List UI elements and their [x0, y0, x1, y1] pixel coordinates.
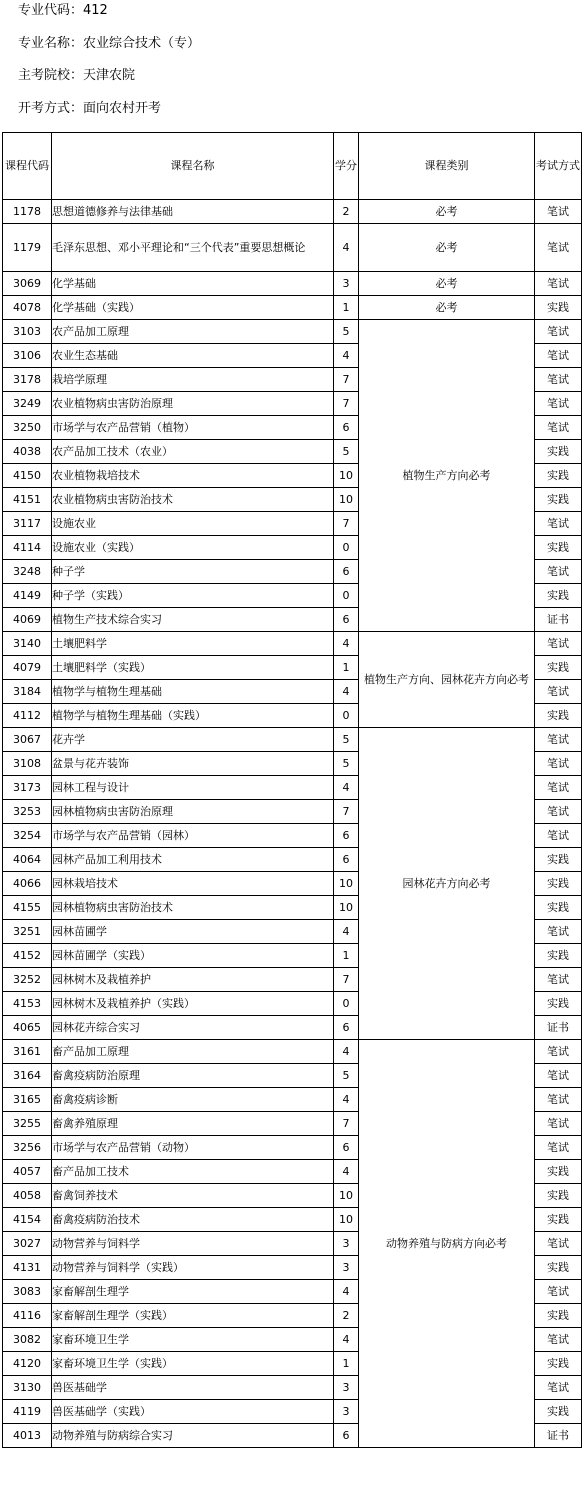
course-code-cell: 4152 — [3, 944, 52, 968]
exam-mode-cell: 笔试 — [535, 560, 582, 584]
exam-mode-cell: 笔试 — [535, 1040, 582, 1064]
table-body — [3, 200, 582, 1448]
course-name-cell: 栽培学原理 — [52, 368, 334, 392]
exam-mode-cell: 实践 — [535, 1352, 582, 1376]
credit-cell: 10 — [334, 1208, 359, 1232]
exam-mode-cell: 实践 — [535, 584, 582, 608]
major-name-value: 农业综合技术（专） — [83, 36, 201, 51]
credit-cell: 6 — [334, 848, 359, 872]
exam-mode-cell: 实践 — [535, 1256, 582, 1280]
course-code-cell: 4150 — [3, 464, 52, 488]
exam-mode-cell: 笔试 — [535, 1280, 582, 1304]
course-code-cell: 4013 — [3, 1424, 52, 1448]
exam-mode-cell: 实践 — [535, 1160, 582, 1184]
course-type-cell: 必考 — [359, 200, 535, 224]
course-code-cell: 3067 — [3, 728, 52, 752]
credit-cell: 2 — [334, 1304, 359, 1328]
exam-mode-line — [18, 101, 161, 117]
course-code-cell: 4058 — [3, 1184, 52, 1208]
course-code-cell: 4078 — [3, 296, 52, 320]
course-code-cell: 4131 — [3, 1256, 52, 1280]
course-name-cell: 畜产品加工技术 — [52, 1160, 334, 1184]
exam-mode-cell: 笔试 — [535, 1136, 582, 1160]
credit-cell: 6 — [334, 1424, 359, 1448]
course-code-cell: 3108 — [3, 752, 52, 776]
course-name-cell: 园林苗圃学（实践） — [52, 944, 334, 968]
course-name-cell: 园林树木及栽植养护（实践） — [52, 992, 334, 1016]
host-school-line — [18, 68, 135, 84]
exam-mode-cell: 实践 — [535, 872, 582, 896]
course-type-cell: 必考 — [359, 296, 535, 320]
exam-mode-label: 开考方式： — [18, 101, 84, 116]
exam-mode-cell: 笔试 — [535, 1376, 582, 1400]
credit-cell: 7 — [334, 968, 359, 992]
credit-cell: 10 — [334, 872, 359, 896]
course-name-cell: 园林工程与设计 — [52, 776, 334, 800]
exam-mode-cell: 笔试 — [535, 392, 582, 416]
course-code-cell: 3173 — [3, 776, 52, 800]
exam-mode-cell: 实践 — [535, 944, 582, 968]
course-name-cell: 动物营养与饲料学 — [52, 1232, 334, 1256]
exam-mode-cell: 实践 — [535, 896, 582, 920]
credit-cell: 0 — [334, 584, 359, 608]
credit-cell: 3 — [334, 1256, 359, 1280]
table-row — [3, 200, 582, 224]
exam-mode-cell: 笔试 — [535, 824, 582, 848]
exam-mode-cell: 笔试 — [535, 728, 582, 752]
course-name-cell: 化学基础（实践） — [52, 296, 334, 320]
exam-mode-cell: 实践 — [535, 1400, 582, 1424]
credit-cell: 4 — [334, 1088, 359, 1112]
course-name-cell: 动物养殖与防病综合实习 — [52, 1424, 334, 1448]
course-name-cell: 土壤肥料学 — [52, 632, 334, 656]
course-code-cell: 3248 — [3, 560, 52, 584]
course-name-cell: 兽医基础学（实践） — [52, 1400, 334, 1424]
course-name-cell: 农业生态基础 — [52, 344, 334, 368]
course-name-cell: 畜禽饲养技术 — [52, 1184, 334, 1208]
exam-mode-cell: 实践 — [535, 704, 582, 728]
course-code-cell: 3161 — [3, 1040, 52, 1064]
course-code-cell: 4151 — [3, 488, 52, 512]
header-course-type: 课程类别 — [359, 133, 535, 200]
course-code-cell: 3103 — [3, 320, 52, 344]
exam-mode-cell: 笔试 — [535, 368, 582, 392]
course-name-cell: 盆景与花卉装饰 — [52, 752, 334, 776]
header-course-name: 课程名称 — [52, 133, 334, 200]
credit-cell: 7 — [334, 1112, 359, 1136]
course-code-cell: 3027 — [3, 1232, 52, 1256]
exam-mode-cell: 笔试 — [535, 1064, 582, 1088]
credit-cell: 3 — [334, 1400, 359, 1424]
course-name-cell: 毛泽东思想、邓小平理论和“三个代表”重要思想概论 — [52, 224, 334, 272]
course-name-cell: 设施农业 — [52, 512, 334, 536]
course-name-cell: 畜禽疫病防治技术 — [52, 1208, 334, 1232]
course-code-cell: 1179 — [3, 224, 52, 272]
course-name-cell: 园林产品加工利用技术 — [52, 848, 334, 872]
course-code-cell: 3254 — [3, 824, 52, 848]
credit-cell: 5 — [334, 728, 359, 752]
table-row — [3, 632, 582, 656]
credit-cell: 4 — [334, 920, 359, 944]
course-name-cell: 兽医基础学 — [52, 1376, 334, 1400]
credit-cell: 10 — [334, 896, 359, 920]
credit-cell: 0 — [334, 992, 359, 1016]
course-name-cell: 设施农业（实践） — [52, 536, 334, 560]
course-code-cell: 4066 — [3, 872, 52, 896]
course-name-cell: 花卉学 — [52, 728, 334, 752]
credit-cell: 2 — [334, 200, 359, 224]
credit-cell: 6 — [334, 824, 359, 848]
exam-mode-cell: 笔试 — [535, 272, 582, 296]
course-type-cell: 动物养殖与防病方向必考 — [359, 1040, 535, 1448]
exam-mode-cell: 证书 — [535, 1424, 582, 1448]
credit-cell: 5 — [334, 752, 359, 776]
credit-cell: 0 — [334, 704, 359, 728]
credit-cell: 10 — [334, 488, 359, 512]
exam-mode-cell: 实践 — [535, 1208, 582, 1232]
exam-mode-cell: 实践 — [535, 992, 582, 1016]
table-row — [3, 296, 582, 320]
course-name-cell: 植物学与植物生理基础（实践） — [52, 704, 334, 728]
course-code-cell: 3083 — [3, 1280, 52, 1304]
course-name-cell: 动物营养与饲料学（实践） — [52, 1256, 334, 1280]
course-name-cell: 种子学 — [52, 560, 334, 584]
course-name-cell: 园林栽培技术 — [52, 872, 334, 896]
exam-mode-cell: 实践 — [535, 848, 582, 872]
major-code-value: 412 — [83, 3, 108, 18]
course-name-cell: 植物学与植物生理基础 — [52, 680, 334, 704]
course-name-cell: 园林树木及栽植养护 — [52, 968, 334, 992]
credit-cell: 7 — [334, 800, 359, 824]
table-row — [3, 272, 582, 296]
credit-cell: 1 — [334, 296, 359, 320]
credit-cell: 3 — [334, 1232, 359, 1256]
course-code-cell: 3117 — [3, 512, 52, 536]
course-name-cell: 家畜解剖生理学 — [52, 1280, 334, 1304]
course-code-cell: 4079 — [3, 656, 52, 680]
exam-mode-cell: 笔试 — [535, 1232, 582, 1256]
course-code-cell: 4065 — [3, 1016, 52, 1040]
credit-cell: 4 — [334, 1160, 359, 1184]
course-code-cell: 3164 — [3, 1064, 52, 1088]
major-name-line — [18, 36, 200, 52]
table-row — [3, 224, 582, 272]
course-code-cell: 3255 — [3, 1112, 52, 1136]
course-code-cell: 3130 — [3, 1376, 52, 1400]
exam-mode-cell: 笔试 — [535, 968, 582, 992]
credit-cell: 1 — [334, 1352, 359, 1376]
exam-mode-cell: 笔试 — [535, 680, 582, 704]
exam-mode-cell: 笔试 — [535, 512, 582, 536]
exam-mode-cell: 证书 — [535, 1016, 582, 1040]
exam-mode-value: 面向农村开考 — [83, 101, 162, 116]
course-name-cell: 家畜环境卫生学 — [52, 1328, 334, 1352]
credit-cell: 3 — [334, 1376, 359, 1400]
course-name-cell: 园林花卉综合实习 — [52, 1016, 334, 1040]
credit-cell: 4 — [334, 344, 359, 368]
course-name-cell: 市场学与农产品营销（植物） — [52, 416, 334, 440]
course-name-cell: 畜禽养殖原理 — [52, 1112, 334, 1136]
header-course-code: 课程代码 — [3, 133, 52, 200]
course-name-cell: 农产品加工技术（农业） — [52, 440, 334, 464]
course-type-cell: 植物生产方向、园林花卉方向必考 — [359, 632, 535, 728]
course-name-cell: 畜禽疫病防治原理 — [52, 1064, 334, 1088]
course-code-cell: 4112 — [3, 704, 52, 728]
credit-cell: 5 — [334, 440, 359, 464]
credit-cell: 6 — [334, 1136, 359, 1160]
course-name-cell: 市场学与农产品营销（园林） — [52, 824, 334, 848]
course-code-cell: 3249 — [3, 392, 52, 416]
course-code-cell: 4153 — [3, 992, 52, 1016]
course-code-cell: 3106 — [3, 344, 52, 368]
exam-mode-cell: 实践 — [535, 1184, 582, 1208]
credit-cell: 7 — [334, 512, 359, 536]
course-name-cell: 市场学与农产品营销（动物） — [52, 1136, 334, 1160]
course-code-cell: 4116 — [3, 1304, 52, 1328]
course-table — [2, 132, 582, 1448]
credit-cell: 6 — [334, 560, 359, 584]
credit-cell: 10 — [334, 1184, 359, 1208]
exam-mode-cell: 笔试 — [535, 320, 582, 344]
course-code-cell: 4114 — [3, 536, 52, 560]
course-code-cell: 4064 — [3, 848, 52, 872]
exam-mode-cell: 笔试 — [535, 1328, 582, 1352]
exam-mode-cell: 实践 — [535, 536, 582, 560]
exam-mode-cell: 笔试 — [535, 632, 582, 656]
course-name-cell: 畜产品加工原理 — [52, 1040, 334, 1064]
course-code-cell: 4120 — [3, 1352, 52, 1376]
exam-mode-cell: 笔试 — [535, 1112, 582, 1136]
credit-cell: 0 — [334, 536, 359, 560]
course-name-cell: 种子学（实践） — [52, 584, 334, 608]
credit-cell: 4 — [334, 1328, 359, 1352]
course-code-cell: 3082 — [3, 1328, 52, 1352]
exam-mode-cell: 实践 — [535, 296, 582, 320]
course-code-cell: 3250 — [3, 416, 52, 440]
credit-cell: 5 — [334, 320, 359, 344]
course-name-cell: 植物生产技术综合实习 — [52, 608, 334, 632]
exam-mode-cell: 笔试 — [535, 776, 582, 800]
course-code-cell: 4119 — [3, 1400, 52, 1424]
credit-cell: 4 — [334, 1280, 359, 1304]
table-row — [3, 320, 582, 344]
host-school-value: 天津农院 — [83, 68, 136, 83]
exam-mode-cell: 笔试 — [535, 920, 582, 944]
course-name-cell: 土壤肥料学（实践） — [52, 656, 334, 680]
table-header-row — [3, 133, 582, 200]
credit-cell: 4 — [334, 1040, 359, 1064]
credit-cell: 5 — [334, 1064, 359, 1088]
course-code-cell: 3069 — [3, 272, 52, 296]
exam-mode-cell: 笔试 — [535, 200, 582, 224]
course-code-cell: 4057 — [3, 1160, 52, 1184]
table-row — [3, 728, 582, 752]
course-type-cell: 必考 — [359, 224, 535, 272]
major-code-line — [18, 3, 108, 19]
table-row — [3, 1040, 582, 1064]
exam-mode-cell: 笔试 — [535, 752, 582, 776]
course-code-cell: 3252 — [3, 968, 52, 992]
course-code-cell: 3251 — [3, 920, 52, 944]
course-code-cell: 3253 — [3, 800, 52, 824]
exam-mode-cell: 实践 — [535, 656, 582, 680]
course-code-cell: 4149 — [3, 584, 52, 608]
exam-mode-cell: 实践 — [535, 1304, 582, 1328]
course-name-cell: 园林植物病虫害防治原理 — [52, 800, 334, 824]
exam-mode-cell: 实践 — [535, 440, 582, 464]
course-code-cell: 4038 — [3, 440, 52, 464]
credit-cell: 7 — [334, 368, 359, 392]
course-code-cell: 3178 — [3, 368, 52, 392]
course-name-cell: 农产品加工原理 — [52, 320, 334, 344]
credit-cell: 1 — [334, 944, 359, 968]
credit-cell: 4 — [334, 776, 359, 800]
exam-mode-cell: 笔试 — [535, 800, 582, 824]
major-name-label: 专业名称： — [18, 36, 84, 51]
course-code-cell: 3184 — [3, 680, 52, 704]
credit-cell: 4 — [334, 632, 359, 656]
course-name-cell: 畜禽疫病诊断 — [52, 1088, 334, 1112]
course-type-cell: 植物生产方向必考 — [359, 320, 535, 632]
header-credit: 学分 — [334, 133, 359, 200]
exam-mode-cell: 实践 — [535, 488, 582, 512]
exam-mode-cell: 笔试 — [535, 344, 582, 368]
course-name-cell: 家畜解剖生理学（实践） — [52, 1304, 334, 1328]
course-name-cell: 农业植物病虫害防治技术 — [52, 488, 334, 512]
course-name-cell: 化学基础 — [52, 272, 334, 296]
course-code-cell: 3140 — [3, 632, 52, 656]
credit-cell: 3 — [334, 272, 359, 296]
major-code-label: 专业代码： — [18, 3, 84, 18]
course-name-cell: 思想道德修养与法律基础 — [52, 200, 334, 224]
exam-mode-cell: 证书 — [535, 608, 582, 632]
course-type-cell: 园林花卉方向必考 — [359, 728, 535, 1040]
exam-mode-cell: 笔试 — [535, 416, 582, 440]
credit-cell: 4 — [334, 680, 359, 704]
course-name-cell: 园林植物病虫害防治技术 — [52, 896, 334, 920]
course-name-cell: 园林苗圃学 — [52, 920, 334, 944]
credit-cell: 6 — [334, 416, 359, 440]
credit-cell: 1 — [334, 656, 359, 680]
header-exam-mode: 考试方式 — [535, 133, 582, 200]
exam-mode-cell: 笔试 — [535, 224, 582, 272]
course-code-cell: 4069 — [3, 608, 52, 632]
credit-cell: 6 — [334, 608, 359, 632]
credit-cell: 10 — [334, 464, 359, 488]
credit-cell: 4 — [334, 224, 359, 272]
credit-cell: 6 — [334, 1016, 359, 1040]
course-type-cell: 必考 — [359, 272, 535, 296]
course-code-cell: 4154 — [3, 1208, 52, 1232]
course-name-cell: 家畜环境卫生学（实践） — [52, 1352, 334, 1376]
course-code-cell: 4155 — [3, 896, 52, 920]
course-code-cell: 3165 — [3, 1088, 52, 1112]
course-name-cell: 农业植物病虫害防治原理 — [52, 392, 334, 416]
exam-mode-cell: 实践 — [535, 464, 582, 488]
exam-mode-cell: 笔试 — [535, 1088, 582, 1112]
host-school-label: 主考院校： — [18, 68, 84, 83]
course-name-cell: 农业植物栽培技术 — [52, 464, 334, 488]
course-code-cell: 3256 — [3, 1136, 52, 1160]
credit-cell: 7 — [334, 392, 359, 416]
course-code-cell: 1178 — [3, 200, 52, 224]
